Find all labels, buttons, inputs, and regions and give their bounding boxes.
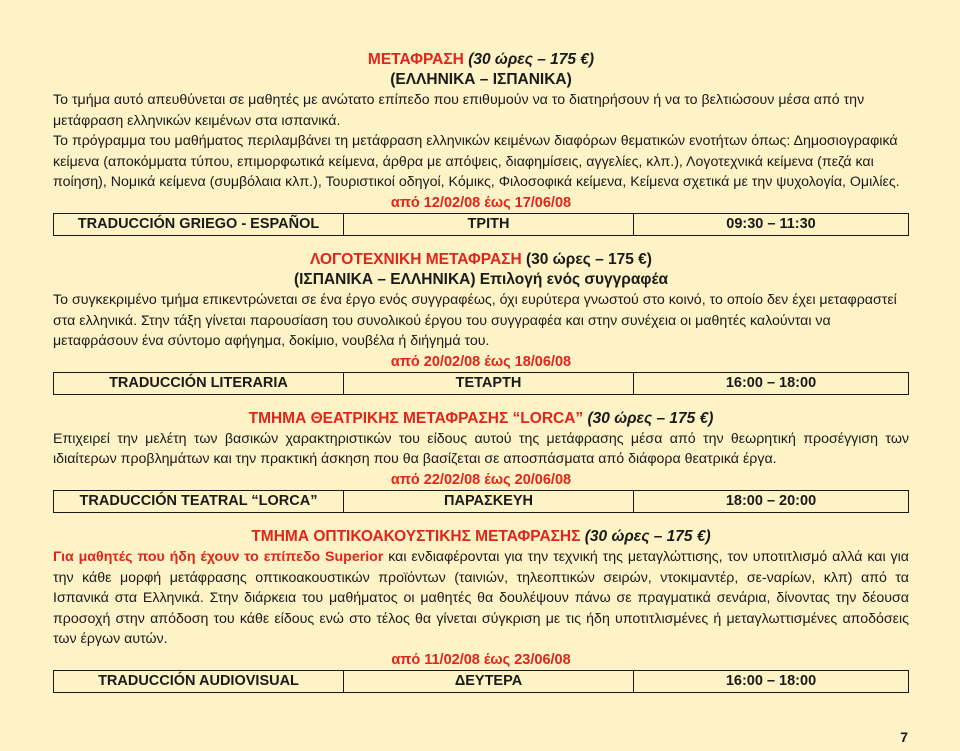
course-day: ΠΑΡΑΣΚΕΥΗ [344,491,634,512]
schedule-row [53,372,909,395]
section-title-literary [53,250,909,270]
title-label: ΤΜΗΜΑ ΟΠΤΙΚΟΑΚΟΥΣΤΙΚΗΣ ΜΕΤΑΦΡΑΣΗΣ [251,527,581,545]
schedule-row [53,213,909,236]
title-label: ΛΟΓΟΤΕΧΝΙΚΗ ΜΕΤΑΦΡΑΣΗ [310,250,522,268]
section-title-audiovisual [53,527,909,547]
course-name: TRADUCCIÓN AUDIOVISUAL [54,671,344,692]
date-range: από 22/02/08 έως 20/06/08 [390,471,572,488]
course-name: TRADUCCIÓN GRIEGO - ESPAÑOL [54,214,344,235]
course-time: 09:30 – 11:30 [726,216,816,233]
hours-price: (30 ώρες – 175 €) [468,51,595,68]
paragraph-body: και ενδιαφέρονται για την τεχνική της μεταγλώττισης, τον υποτιτλισμό αλλά και για την κάθε μορφή μετάφρασης οπτικοακουστικών προϊόντων (ταινιών, τηλεοπτικών σειρών, ντοκιμαντέρ, σε-ναρίων, κλπ) από τα Ισπανικά στα Ελληνικά. Στην διάρκεια του μαθήματος οι μαθητές θα δουλέψουν πάνω σε πραγματικά σενάρια, δίνοντας την δέουσα προσοχή στην απόδοση του κάθε είδους ενώ στο τέλος θα γίνεται σύγκριση με τις ήδη υποτιτλισμένες ή μεταγλωττισμένες αποδόσεις των έργων αυτών. [53,548,909,648]
lead-text: Για μαθητές που ήδη έχουν το επίπεδο Superior [53,548,384,565]
section-title-translation [53,50,909,70]
course-time: 16:00 – 18:00 [725,673,817,690]
description-paragraph: Επιχειρεί την μελέτη των βασικών χαρακτηριστικών του είδους αυτού της μετάφρασης μέσα από την θεωρητική προσέγγιση των ιδιαίτερων προβλημάτων και την πρακτική άσκηση που θα βασίζεται σε αποσπάσματα από διάφορα θεατρικά έργα. [53,430,909,468]
date-range: από 20/02/08 έως 18/06/08 [390,353,572,370]
course-name: TRADUCCIÓN TEATRAL “LORCA” [54,491,344,512]
description-paragraph [53,547,909,650]
description-paragraph: Το πρόγραμμα του μαθήματος περιλαμβάνει τη μετάφραση ελληνικών κειμένων διαφόρων θεματικών ενοτήτων όπως: Δημοσιογραφικά κείμενα (αποκόμματα τύπου, επιμορφωτικά κείμενα, άρθρα με απόψεις, διαφημίσεις, αγγελίες, κλπ.), Λογοτεχνικά κείμενα (πεζά και ποίηση), Νομικά κείμενα (συμβόλαια κλπ.), Τουριστικοί οδηγοί, Κόμικς, Φιλοσοφικά κείμενα, Κείμενα σχετικά με την ψυχολογία, Ομιλίες. [53,133,900,191]
course-day: ΤΡΙΤΗ [344,214,634,235]
title-label: ΤΜΗΜΑ ΘΕΑΤΡΙΚΗΣ ΜΕΤΑΦΡΑΣΗΣ “LORCA” [248,409,584,427]
course-day: ΔΕΥΤΕΡΑ [344,671,634,692]
section-title-theatre [53,409,909,429]
description-paragraph: Το τμήμα αυτό απευθύνεται σε μαθητές με ανώτατο επίπεδο που επιθυμούν να το διατηρήσουν ή να το βελτιώσουν μέσα από την μετάφραση ελληνικών κειμένων στα ισπανικά. [53,92,865,129]
course-time: 16:00 – 18:00 [725,375,817,392]
section-subtitle: (ΕΛΛΗΝΙΚΑ – ΙΣΠΑΝΙΚΑ) [390,71,572,88]
section-subtitle: (ΙΣΠΑΝΙΚΑ – ΕΛΛΗΝΙΚΑ) Επιλογή ενός συγγραφέα [293,270,669,288]
description-paragraph: Το συγκεκριμένο τμήμα επικεντρώνεται σε ένα έργο ενός συγγραφέως, όχι ευρύτερα γνωστού στο κοινό, το οποίο δεν έχει μεταφραστεί στα ελληνικά. Στην τάξη γίνεται παρουσίαση του συνολικού έργου του συγγραφέα και στην συνέχεια οι μαθητές καλούνται να μεταφράσουν ένα σύντομο αφήγημα, δοκίμιο, νουβέλα ή διήγημά του. [53,291,897,350]
date-range: από 11/02/08 έως 23/06/08 [391,651,571,668]
page-number: 7 [900,729,908,745]
course-day: ΤΕΤΑΡΤΗ [344,373,634,394]
hours-price: (30 ώρες – 175 €) [587,409,714,427]
schedule-row [53,490,909,513]
schedule-row [53,670,909,693]
course-name: TRADUCCIÓN LITERARIA [54,373,344,394]
title-label: ΜΕΤΑΦΡΑΣΗ [367,51,464,68]
date-range: από 12/02/08 έως 17/06/08 [390,194,572,211]
course-listing-page [53,50,909,693]
hours-price: (30 ώρες – 175 €) [584,527,711,545]
course-time: 18:00 – 20:00 [725,493,817,510]
hours-price: (30 ώρες – 175 €) [525,250,652,268]
